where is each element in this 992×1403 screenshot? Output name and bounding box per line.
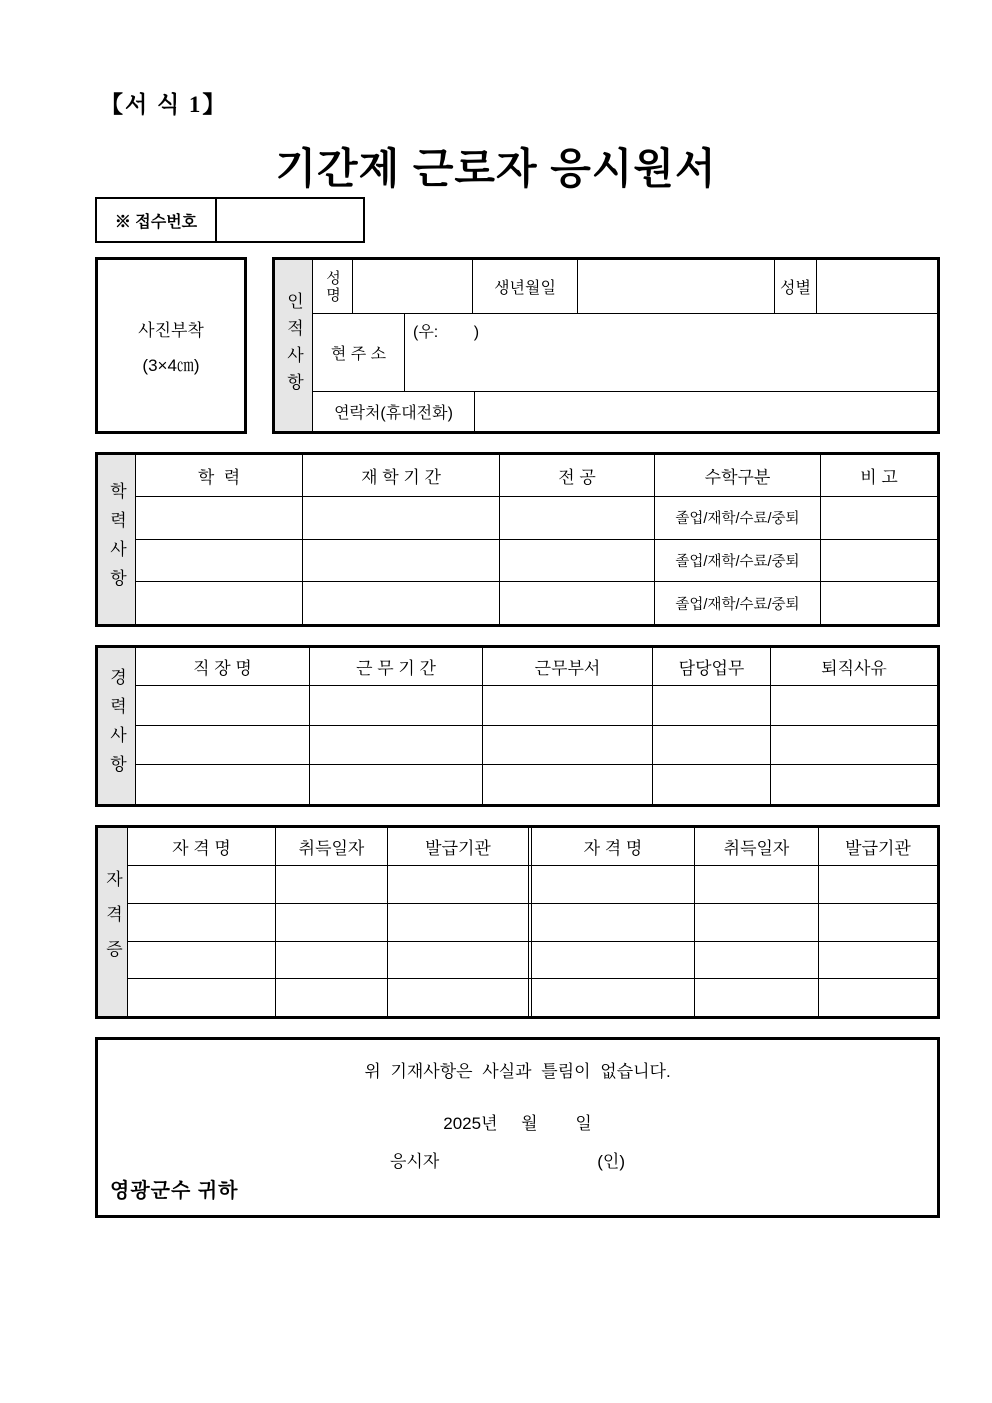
seal-label: (인) bbox=[597, 1152, 626, 1171]
career-header: 직 장 명 bbox=[136, 648, 310, 685]
education-table bbox=[95, 452, 940, 627]
education-input-cell[interactable] bbox=[821, 497, 937, 539]
career-input-cell[interactable] bbox=[310, 726, 483, 765]
certificates-table bbox=[95, 825, 940, 1019]
certificates-header-row bbox=[128, 828, 937, 866]
name-input-cell[interactable] bbox=[353, 260, 473, 313]
career-input-cell[interactable] bbox=[771, 686, 937, 725]
certificate-input-cell[interactable] bbox=[528, 942, 695, 979]
table-row bbox=[128, 866, 937, 904]
certificate-input-cell[interactable] bbox=[276, 942, 388, 979]
page-title: 기간제 근로자 응시원서 bbox=[275, 145, 717, 192]
career-input-cell[interactable] bbox=[136, 765, 310, 804]
certificate-input-cell[interactable] bbox=[819, 904, 937, 941]
certificate-input-cell[interactable] bbox=[819, 979, 937, 1016]
certificate-input-cell[interactable] bbox=[528, 904, 695, 941]
table-row bbox=[313, 260, 937, 314]
certificate-input-cell[interactable] bbox=[695, 904, 819, 941]
receipt-number-input-cell[interactable] bbox=[217, 199, 363, 241]
certificate-input-cell[interactable] bbox=[276, 866, 388, 903]
name-label: 성명 bbox=[313, 260, 353, 313]
certificate-input-cell[interactable] bbox=[128, 942, 276, 979]
education-input-cell[interactable] bbox=[500, 540, 655, 582]
career-header: 근무부서 bbox=[483, 648, 653, 685]
education-input-cell[interactable] bbox=[500, 582, 655, 624]
photo-size-label: (3×4㎝) bbox=[142, 355, 200, 375]
certificate-header: 발급기관 bbox=[425, 839, 491, 858]
education-header: 학 력 bbox=[136, 455, 303, 496]
course-options-cell: 졸업/재학/수료/중퇴 bbox=[655, 540, 821, 582]
education-input-cell[interactable] bbox=[303, 497, 500, 539]
certificate-input-cell[interactable] bbox=[695, 942, 819, 979]
certificate-input-cell[interactable] bbox=[528, 979, 695, 1016]
table-row bbox=[128, 942, 937, 980]
certificate-header: 취득일자 bbox=[695, 828, 819, 865]
receipt-number-box bbox=[95, 197, 365, 243]
table-row bbox=[313, 392, 937, 431]
certificate-header: 자 격 명 bbox=[128, 828, 276, 865]
education-input-cell[interactable] bbox=[303, 540, 500, 582]
course-options-cell: 졸업/재학/수료/중퇴 bbox=[655, 582, 821, 624]
certificate-input-cell[interactable] bbox=[276, 904, 388, 941]
career-input-cell[interactable] bbox=[136, 726, 310, 765]
certificate-input-cell[interactable] bbox=[819, 866, 937, 903]
certificate-input-cell[interactable] bbox=[128, 866, 276, 903]
career-input-cell[interactable] bbox=[771, 726, 937, 765]
career-header: 담당업무 bbox=[653, 648, 771, 685]
form-number-label: 【서 식 1】 bbox=[100, 92, 228, 117]
education-input-cell[interactable] bbox=[136, 582, 303, 624]
gender-input-cell[interactable] bbox=[817, 260, 937, 313]
certificate-input-cell[interactable] bbox=[276, 979, 388, 1016]
career-input-cell[interactable] bbox=[483, 765, 653, 804]
table-row bbox=[136, 497, 937, 540]
education-input-cell[interactable] bbox=[821, 540, 937, 582]
education-input-cell[interactable] bbox=[500, 497, 655, 539]
certificate-input-cell[interactable] bbox=[388, 904, 528, 941]
career-input-cell[interactable] bbox=[771, 765, 937, 804]
receipt-number-label: ※ 접수번호 bbox=[97, 199, 217, 241]
contact-label: 연락처(휴대전화) bbox=[313, 392, 475, 431]
certificate-input-cell[interactable] bbox=[695, 979, 819, 1016]
table-row bbox=[128, 979, 937, 1016]
declaration-box bbox=[95, 1037, 940, 1218]
declaration-date-line: 2025년 월 일 bbox=[443, 1114, 592, 1133]
education-header: 재 학 기 간 bbox=[303, 455, 500, 496]
certificate-input-cell[interactable] bbox=[695, 866, 819, 903]
address-label: 현 주 소 bbox=[313, 314, 405, 391]
education-header: 전 공 bbox=[500, 455, 655, 496]
table-row bbox=[128, 904, 937, 942]
table-row bbox=[136, 686, 937, 726]
career-table bbox=[95, 645, 940, 807]
certificate-header: 발급기관 bbox=[845, 839, 911, 858]
applicant-signature-line bbox=[88, 1147, 927, 1172]
table-row bbox=[136, 540, 937, 583]
address-input-cell[interactable] bbox=[405, 314, 937, 391]
course-options-cell: 졸업/재학/수료/중퇴 bbox=[655, 497, 821, 539]
education-input-cell[interactable] bbox=[303, 582, 500, 624]
certificate-input-cell[interactable] bbox=[128, 979, 276, 1016]
certificate-input-cell[interactable] bbox=[819, 942, 937, 979]
career-section-label: 경력사항 bbox=[98, 648, 136, 804]
birthdate-label: 생년월일 bbox=[473, 260, 578, 313]
certificate-header: 자 격 명 bbox=[528, 828, 695, 865]
certificate-input-cell[interactable] bbox=[528, 866, 695, 903]
education-header: 수학구분 bbox=[655, 455, 821, 496]
career-input-cell[interactable] bbox=[653, 726, 771, 765]
career-header-row bbox=[136, 648, 937, 686]
personal-info-table bbox=[272, 257, 940, 434]
declaration-statement: 위 기재사항은 사실과 틀림이 없습니다. bbox=[364, 1062, 671, 1081]
applicant-label: 응시자 bbox=[389, 1152, 440, 1171]
photo-attach-label: 사진부착 bbox=[138, 320, 204, 340]
certificate-input-cell[interactable] bbox=[388, 866, 528, 903]
education-input-cell[interactable] bbox=[136, 540, 303, 582]
certificates-section-label: 자격증 bbox=[98, 828, 128, 1016]
education-section-label: 학력사항 bbox=[98, 455, 136, 624]
education-header: 비 고 bbox=[860, 468, 898, 487]
contact-input-cell[interactable] bbox=[475, 392, 937, 431]
career-input-cell[interactable] bbox=[136, 686, 310, 725]
photo-attach-box bbox=[95, 257, 247, 434]
table-row bbox=[313, 314, 937, 392]
career-header: 퇴직사유 bbox=[821, 659, 887, 678]
gender-label: 성별 bbox=[775, 260, 817, 313]
personal-section-label: 인적사항 bbox=[275, 260, 313, 431]
career-input-cell[interactable] bbox=[483, 726, 653, 765]
education-header-row bbox=[136, 455, 937, 497]
certificate-header: 취득일자 bbox=[276, 828, 388, 865]
certificate-input-cell[interactable] bbox=[388, 942, 528, 979]
career-input-cell[interactable] bbox=[310, 686, 483, 725]
postal-code-prefix: (우: ) bbox=[413, 324, 480, 341]
certificate-input-cell[interactable] bbox=[128, 904, 276, 941]
table-row bbox=[136, 582, 937, 624]
table-row bbox=[136, 726, 937, 766]
recipient-line: 영광군수 귀하 bbox=[110, 1180, 239, 1202]
career-input-cell[interactable] bbox=[483, 686, 653, 725]
education-input-cell[interactable] bbox=[136, 497, 303, 539]
career-input-cell[interactable] bbox=[653, 765, 771, 804]
birthdate-input-cell[interactable] bbox=[578, 260, 775, 313]
table-row bbox=[136, 765, 937, 804]
career-header: 근 무 기 간 bbox=[310, 648, 483, 685]
career-input-cell[interactable] bbox=[653, 686, 771, 725]
career-input-cell[interactable] bbox=[310, 765, 483, 804]
education-input-cell[interactable] bbox=[821, 582, 937, 624]
certificate-input-cell[interactable] bbox=[388, 979, 528, 1016]
